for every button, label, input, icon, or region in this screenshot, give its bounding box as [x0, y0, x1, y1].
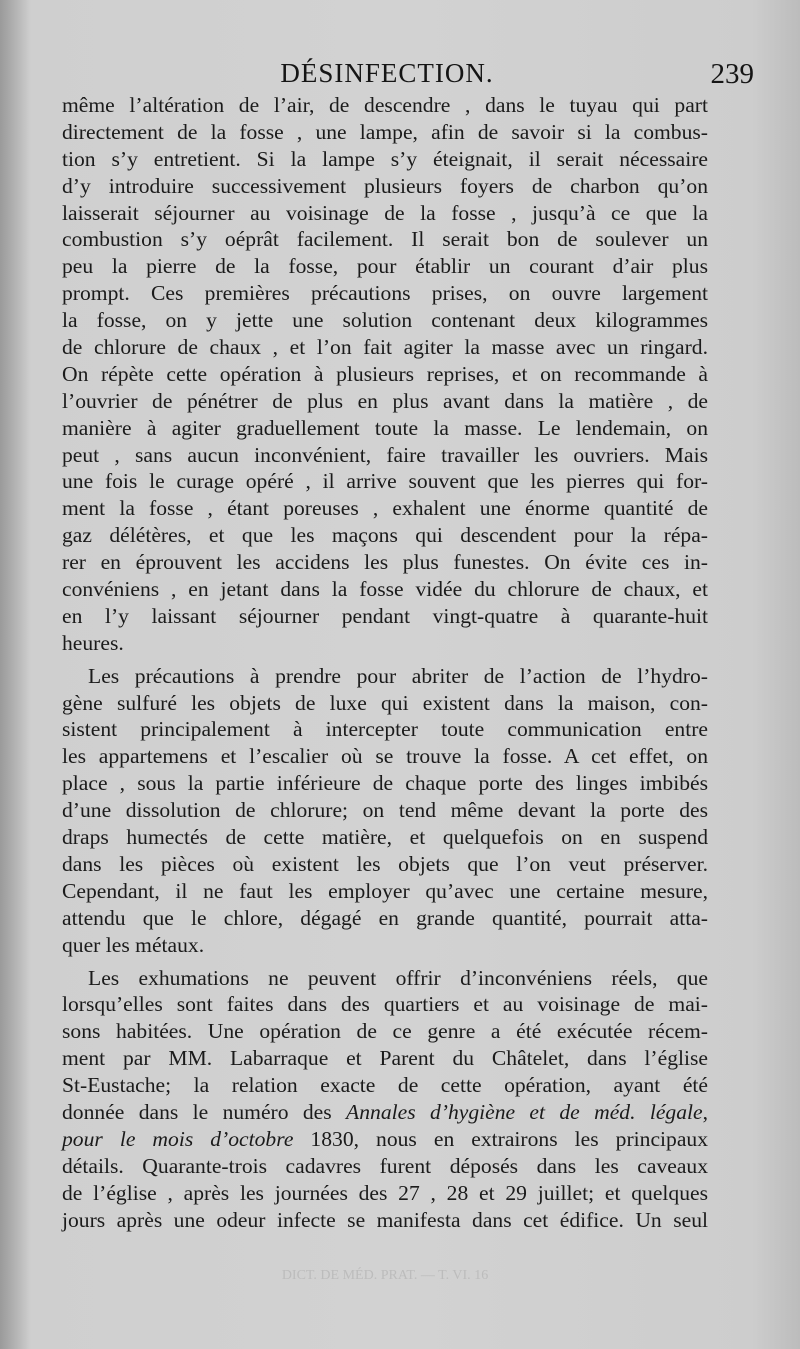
text-line: l’ouvrier de pénétrer de plus en plus avant dans la matière , de: [62, 388, 708, 413]
text-line: lorsqu’elles sont faites dans des quartiers et au voisinage de mai-: [62, 992, 708, 1017]
text-line: convéniens , en jetant dans la fosse vidée du chlorure de chaux, et: [62, 577, 708, 602]
text-line: On répète cette opération à plusieurs reprises, et on recommande à: [62, 361, 708, 386]
text-line: tion s’y entretient. Si la lampe s’y éteignait, il serait nécessaire: [62, 146, 708, 171]
signature-footer: [62, 1268, 708, 1292]
text-line: ment la fosse , étant poreuses , exhalent une énorme quantité de: [62, 496, 708, 521]
text-line: d’une dissolution de chlorure; on tend même devant la porte des: [62, 798, 708, 823]
text-line: détails. Quarante-trois cadavres furent déposés dans les caveaux: [62, 1153, 708, 1178]
text-line: dans les pièces où existent les objets que l’on veut préserver.: [62, 851, 708, 876]
page-title: DÉSINFECTION.: [280, 58, 494, 88]
text-line: place , sous la partie inférieure de chaque porte des linges imbibés: [62, 771, 708, 796]
text-line: d’y introduire successivement plusieurs foyers de charbon qu’on: [62, 173, 708, 198]
text-line: St-Eustache; la relation exacte de cette opération, ayant été: [62, 1073, 708, 1098]
text-line: pour le mois d’octobre 1830, nous en extrairons les principaux: [62, 1126, 709, 1151]
text-line: gène sulfuré les objets de luxe qui existent dans la maison, con-: [62, 690, 708, 715]
text-line: peut , sans aucun inconvénient, faire travailler les ouvriers. Mais: [62, 442, 708, 467]
text-line: combustion s’y oéprât facilement. Il serait bon de soulever un: [62, 227, 708, 252]
text-line: même l’altération de l’air, de descendre , dans le tuyau qui part: [62, 93, 708, 117]
text-line: donnée dans le numéro des Annales d’hygiène et de méd. légale,: [62, 1099, 708, 1124]
text-line: de l’église , après les journées des 27 , 28 et 29 juillet; et quelques: [62, 1180, 708, 1205]
text-line: gaz délétères, et que les maçons qui descendent pour la répa-: [62, 523, 708, 548]
text-line: la fosse, on y jette une solution contenant deux kilogrammes: [62, 308, 708, 333]
running-head: [62, 58, 754, 92]
text-line: une fois le curage opéré , il arrive souvent que les pierres qui for-: [62, 469, 708, 494]
text-line: draps humectés de cette matière, et quelquefois on en suspend: [62, 825, 708, 850]
text-line: peu la pierre de la fosse, pour établir un courant d’air plus: [62, 254, 708, 279]
text-line: quer les métaux.: [62, 932, 205, 957]
text-line: Les précautions à prendre pour abriter de l’action de l’hydro-: [88, 663, 708, 688]
text-line: heures.: [62, 630, 124, 655]
text-line: les appartemens et l’escalier où se trouve la fosse. A cet effet, on: [62, 744, 708, 769]
text-line: jours après une odeur infecte se manifesta dans cet édifice. Un seul: [62, 1207, 708, 1232]
spine-shadow: [0, 0, 30, 1349]
text-line: directement de la fosse , une lampe, afin de savoir si la combus-: [62, 119, 708, 144]
text-line: Les exhumations ne peuvent offrir d’inconvéniens réels, que: [88, 965, 708, 990]
signature-text: DICT. DE MÉD. PRAT. — T. VI.: [281, 1268, 471, 1283]
text-line: rer en éprouvent les accidens les plus funestes. On évite ces in-: [62, 550, 708, 575]
body-text: [62, 92, 708, 1233]
text-line: sistent principalement à intercepter toute communication entre: [62, 717, 708, 742]
signature-line: [62, 1268, 708, 1284]
signature-mark: 16: [474, 1268, 489, 1283]
text-line: Cependant, il ne faut les employer qu’avec une certaine mesure,: [62, 878, 708, 903]
text-line: en l’y laissant séjourner pendant vingt-quatre à quarante-huit: [62, 603, 708, 628]
text-line: sons habitées. Une opération de ce genre a été exécutée récem-: [62, 1019, 708, 1044]
text-line: laisserait séjourner au voisinage de la fosse , jusqu’à ce que la: [62, 200, 708, 225]
text-line: manière à agiter graduellement toute la masse. Le lendemain, on: [62, 415, 708, 440]
page-number: 239: [710, 58, 754, 90]
text-line: attendu que le chlore, dégagé en grande quantité, pourrait atta-: [62, 905, 708, 930]
text-line: prompt. Ces premières précautions prises, on ouvre largement: [62, 281, 708, 306]
text-line: ment par MM. Labarraque et Parent du Châtelet, dans l’église: [62, 1046, 708, 1071]
text-line: de chlorure de chaux , et l’on fait agiter la masse avec un ringard.: [62, 335, 708, 360]
